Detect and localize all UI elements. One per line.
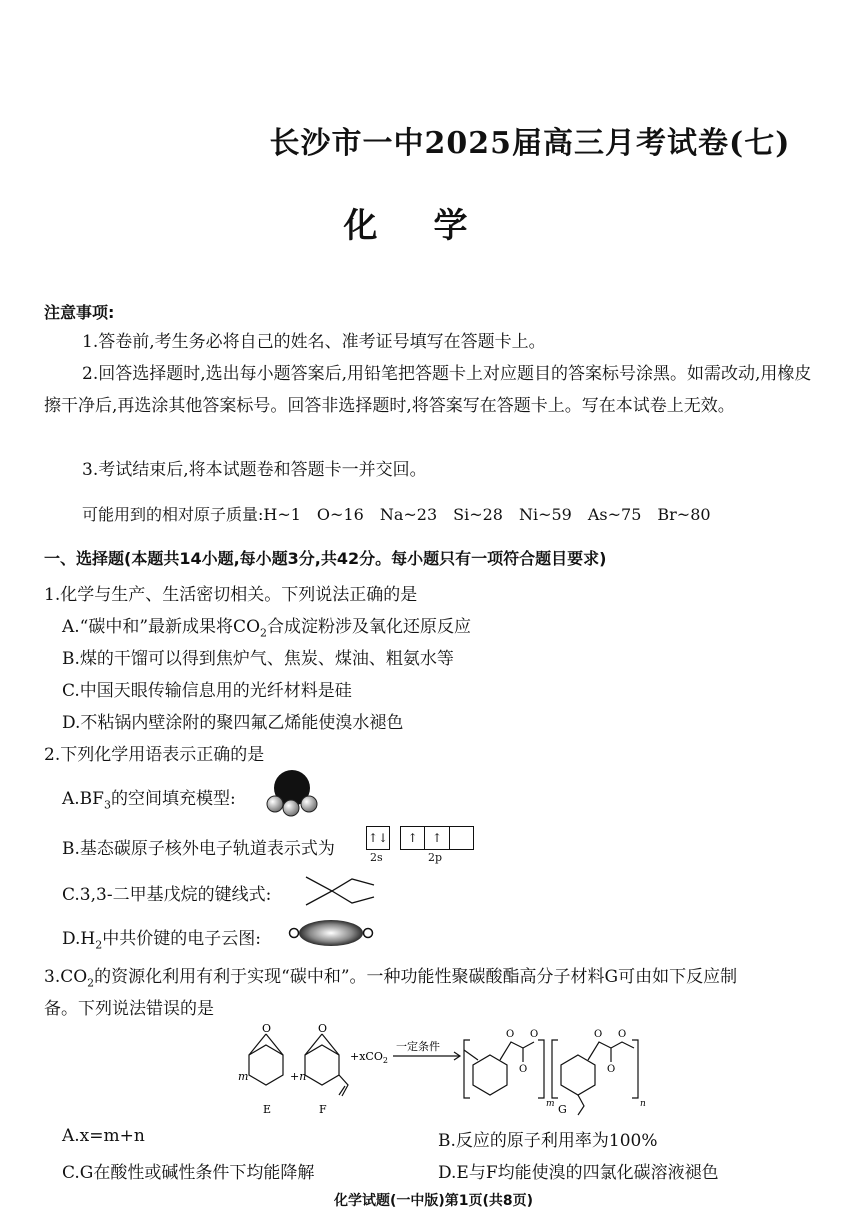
q1-option-d: D.不粘锅内壁涂附的聚四氟乙烯能使溴水褪色 [62, 713, 404, 733]
orbital-box-2s: ↑↓ [366, 826, 390, 850]
notice-item-1: 1.答卷前,考生务必将自己的姓名、准考证号填写在答题卡上。 [82, 332, 546, 352]
exam-title: 长沙市一中2025届高三月考试卷(七) [269, 126, 791, 161]
subject-title: 化学 [343, 206, 524, 246]
dimethylpentane-skeletal-formula [306, 874, 376, 908]
q2-option-d: $D.H_2$中共价键的电子云图: [62, 929, 261, 952]
q1-option-a: A.“碳中和”最新成果将$CO_2$合成淀粉涉及氧化还原反应 [62, 617, 472, 640]
sub-m: m [546, 1099, 555, 1109]
q3-reaction-scheme [228, 1020, 668, 1120]
notice-heading: 注意事项: [44, 303, 115, 322]
h2-electron-cloud [288, 918, 378, 948]
page-footer: 化学试题(一中版)第1页(共8页) [333, 1193, 534, 1209]
orbital-label-2s: 2s [370, 851, 383, 864]
ring-f [305, 1045, 339, 1085]
o-e: O [262, 1022, 272, 1035]
bf3-space-filling-model [255, 768, 325, 818]
q1-stem: 1.化学与生产、生活密切相关。下列说法正确的是 [44, 585, 418, 605]
atomic-masses: 可能用到的相对原子质量:H~1 O~16 Na~23 Si~28 Ni~59 As~75 Br~80 [82, 505, 711, 524]
svg-text:O: O [530, 1029, 539, 1040]
orbital-label-2p: 2p [428, 851, 443, 864]
orbital-box-2p [400, 826, 474, 850]
svg-text:O: O [506, 1029, 515, 1040]
label-e: E [263, 1103, 272, 1116]
orbital-2p-2: ↑ [425, 827, 449, 849]
coef-n: +n [290, 1070, 307, 1083]
svg-text:O: O [519, 1064, 528, 1075]
q3-option-a: A.x=m+n [62, 1126, 145, 1146]
label-f: F [319, 1103, 327, 1116]
svg-text:O: O [607, 1064, 616, 1075]
notice-item-3: 3.考试结束后,将本试题卷和答题卡一并交回。 [82, 460, 427, 480]
plus-co2: +xCO$_2$ [350, 1050, 388, 1065]
section-heading: 一、选择题(本题共14小题,每小题3分,共42分。每小题只有一项符合题目要求) [44, 549, 607, 568]
orbital-2p-3 [450, 827, 473, 849]
orbital-2p-1: ↑ [401, 827, 425, 849]
q3-stem-line2: 备。下列说法错误的是 [44, 999, 214, 1019]
q1-option-b: B.煤的干馏可以得到焦炉气、焦炭、煤油、粗氨水等 [62, 649, 454, 669]
q2-option-b: B.基态碳原子核外电子轨道表示式为 [62, 839, 335, 859]
reaction-condition: 一定条件 [396, 1040, 440, 1053]
svg-text:O: O [618, 1029, 627, 1040]
svg-text:O: O [594, 1029, 603, 1040]
q3-stem-line1: $3.CO_2$的资源化利用有利于实现“碳中和”。一种功能性聚碳酸酯高分子材料G可由如下反应制 [44, 967, 738, 990]
notice-item-2: 2.回答选择题时,选出每小题答案后,用铅笔把答题卡上对应题目的答案标号涂黑。如需改动,用橡皮擦干净后,再选涂其他答案标号。回答非选择题时,将答案写在答题卡上。写在本试卷上无效。 [44, 364, 812, 416]
q2-option-a: $A.BF_3$的空间填充模型: [62, 789, 236, 812]
q3-option-b: B.反应的原子利用率为100% [438, 1131, 658, 1151]
sub-n: n [640, 1099, 646, 1109]
coef-m: m [238, 1070, 249, 1083]
label-g: G [558, 1103, 567, 1116]
q3-option-c: C.G在酸性或碱性条件下均能降解 [62, 1163, 315, 1183]
o-f: O [318, 1022, 328, 1035]
q2-stem: 2.下列化学用语表示正确的是 [44, 745, 265, 765]
q3-option-d: D.E与F均能使溴的四氯化碳溶液褪色 [438, 1163, 719, 1183]
q2-option-c: C.3,3-二甲基戊烷的键线式: [62, 885, 272, 905]
ring-e [249, 1045, 283, 1085]
q1-option-c: C.中国天眼传输信息用的光纤材料是硅 [62, 681, 352, 701]
